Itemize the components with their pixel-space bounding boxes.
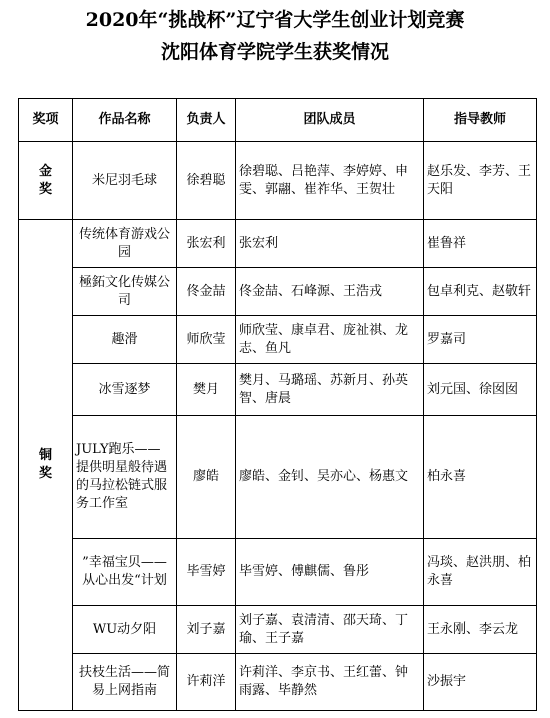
table-row <box>19 268 537 316</box>
leader-name: 佟金喆 <box>177 268 236 316</box>
team-members: 许莉洋、李京书、王红蕾、钟雨露、毕静然 <box>236 654 424 711</box>
leader-name: 许莉洋 <box>177 654 236 711</box>
leader-name: 师欣莹 <box>177 316 236 364</box>
team-members: 徐碧聪、吕艳萍、李婷婷、申雯、郭翮、崔祚华、王贺壮 <box>236 142 424 220</box>
work-name: 传统体育游戏公园 <box>73 220 177 268</box>
work-name: 趣滑 <box>73 316 177 364</box>
document-subtitle: 沈阳体育学院学生获奖情况 <box>160 41 389 63</box>
work-name: JULY跑乐——提供明星般待遇的马拉松链式服务工作室 <box>73 416 177 539</box>
leader-name: 徐碧聪 <box>177 142 236 220</box>
table-row <box>19 654 537 711</box>
leader-name: 樊月 <box>177 364 236 416</box>
table-row <box>19 364 537 416</box>
header-team: 团队成员 <box>236 99 424 142</box>
advisor-names: 沙振宇 <box>424 654 537 711</box>
leader-name: 毕雪婷 <box>177 539 236 606</box>
advisor-names: 赵乐发、李芳、王天阳 <box>424 142 537 220</box>
leader-name: 廖皓 <box>177 416 236 539</box>
leader-name: 张宏利 <box>177 220 236 268</box>
awards-table <box>18 98 537 711</box>
team-members: 毕雪婷、傅麒儒、鲁彤 <box>236 539 424 606</box>
team-members: 刘子嘉、袁清清、邵天琦、丁瑜、王子嘉 <box>236 606 424 654</box>
team-members: 张宏利 <box>236 220 424 268</box>
advisor-names: 刘元国、徐囡囡 <box>424 364 537 416</box>
work-name: 扶枝生活——简易上网指南 <box>73 654 177 711</box>
advisor-names: 包卓利克、赵敬轩 <box>424 268 537 316</box>
advisor-names: 冯琰、赵洪朋、柏永喜 <box>424 539 537 606</box>
table-row <box>19 220 537 268</box>
header-work: 作品名称 <box>73 99 177 142</box>
header-advisor: 指导教师 <box>424 99 537 142</box>
advisor-names: 罗嘉司 <box>424 316 537 364</box>
table-header-row <box>19 99 537 142</box>
leader-name: 刘子嘉 <box>177 606 236 654</box>
work-name: ”幸福宝贝——从心出发“计划 <box>73 539 177 606</box>
work-name: WU动夕阳 <box>73 606 177 654</box>
header-leader: 负责人 <box>177 99 236 142</box>
table-row <box>19 606 537 654</box>
table-row <box>19 316 537 364</box>
advisor-names: 崔鲁祥 <box>424 220 537 268</box>
team-members: 廖皓、金钊、吴亦心、杨惠文 <box>236 416 424 539</box>
advisor-names: 柏永喜 <box>424 416 537 539</box>
team-members: 师欣莹、康卓君、庞祉祺、龙志、鱼凡 <box>236 316 424 364</box>
award-gold: 金奖 <box>19 142 73 220</box>
document-title: 2020年“挑战杯”辽宁省大学生创业计划竞赛 <box>85 9 465 31</box>
table-row <box>19 416 537 539</box>
advisor-names: 王永刚、李云龙 <box>424 606 537 654</box>
work-name: 極鉐文化传媒公司 <box>73 268 177 316</box>
team-members: 樊月、马璐瑶、苏新月、孙英智、唐晨 <box>236 364 424 416</box>
work-name: 米尼羽毛球 <box>73 142 177 220</box>
work-name: 冰雪逐梦 <box>73 364 177 416</box>
team-members: 佟金喆、石峰源、王浩戎 <box>236 268 424 316</box>
award-bronze: 铜奖 <box>19 220 73 711</box>
header-award: 奖项 <box>19 99 73 142</box>
table-row <box>19 142 537 220</box>
table-row <box>19 539 537 606</box>
